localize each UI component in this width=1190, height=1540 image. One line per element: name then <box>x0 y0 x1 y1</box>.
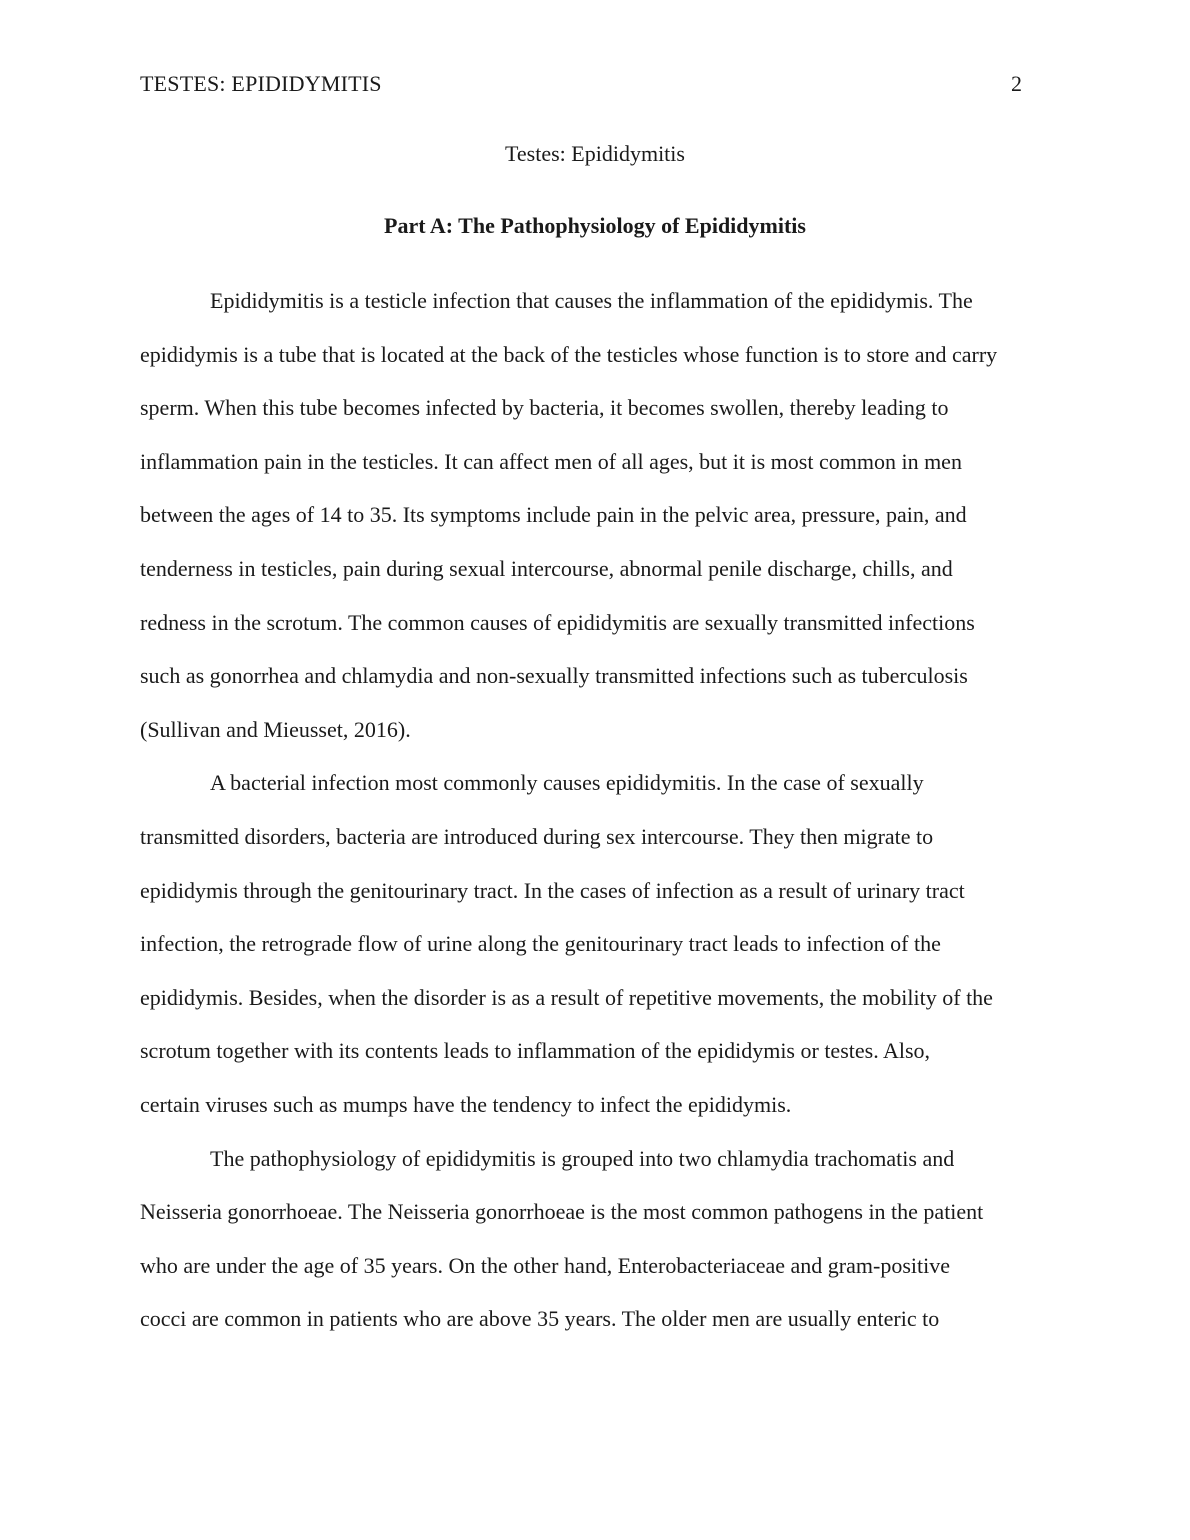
paragraph-line: epididymis. Besides, when the disorder is as a result of repetitive movements, the mobility of the <box>140 984 993 1010</box>
page-number: 2 <box>1011 71 1022 96</box>
paragraph-line: The pathophysiology of epididymitis is grouped into two chlamydia trachomatis and <box>210 1145 955 1171</box>
paragraph-line: scrotum together with its contents leads to inflammation of the epididymis or testes. Also, <box>140 1038 931 1064</box>
paragraph-line: between the ages of 14 to 35. Its symptoms include pain in the pelvic area, pressure, pain, and <box>140 502 967 528</box>
paragraph-line: epididymis through the genitourinary tract. In the cases of infection as a result of urinary tract <box>140 877 965 903</box>
paragraph-line: inflammation pain in the testicles. It can affect men of all ages, but it is most common in men <box>140 448 962 474</box>
paragraph-line: tenderness in testicles, pain during sexual intercourse, abnormal penile discharge, chills, and <box>140 555 953 581</box>
paragraph-line: certain viruses such as mumps have the tendency to infect the epididymis. <box>140 1091 792 1117</box>
paragraph-line: cocci are common in patients who are above 35 years. The older men are usually enteric to <box>140 1306 940 1332</box>
document-title: Testes: Epididymitis <box>505 141 685 166</box>
paragraph-line: (Sullivan and Mieusset, 2016). <box>140 716 411 742</box>
paragraph-line: transmitted disorders, bacteria are introduced during sex intercourse. They then migrate to <box>140 823 934 849</box>
running-head: TESTES: EPIDIDYMITIS <box>140 71 382 96</box>
paragraph-line: Epididymitis is a testicle infection that causes the inflammation of the epididymis. The <box>210 288 973 313</box>
paragraph-line: infection, the retrograde flow of urine along the genitourinary tract leads to infection of the <box>140 931 941 957</box>
paragraph-line: such as gonorrhea and chlamydia and non-sexually transmitted infections such as tuberculosis <box>140 663 968 689</box>
paragraph-line: who are under the age of 35 years. On the other hand, Enterobacteriaceae and gram-positive <box>140 1252 950 1278</box>
section-heading: Part A: The Pathophysiology of Epididymitis <box>384 213 806 238</box>
paragraph-line: epididymis is a tube that is located at the back of the testicles whose function is to store and carry <box>140 341 998 367</box>
paragraph-line: Neisseria gonorrhoeae. The Neisseria gonorrhoeae is the most common pathogens in the patient <box>140 1199 984 1225</box>
paragraph-line: sperm. When this tube becomes infected by bacteria, it becomes swollen, thereby leading to <box>140 395 949 421</box>
body-text <box>140 274 1050 1346</box>
paragraph-line: redness in the scrotum. The common causes of epididymitis are sexually transmitted infections <box>140 609 975 635</box>
paragraph-line: A bacterial infection most commonly causes epididymitis. In the case of sexually <box>210 770 924 796</box>
